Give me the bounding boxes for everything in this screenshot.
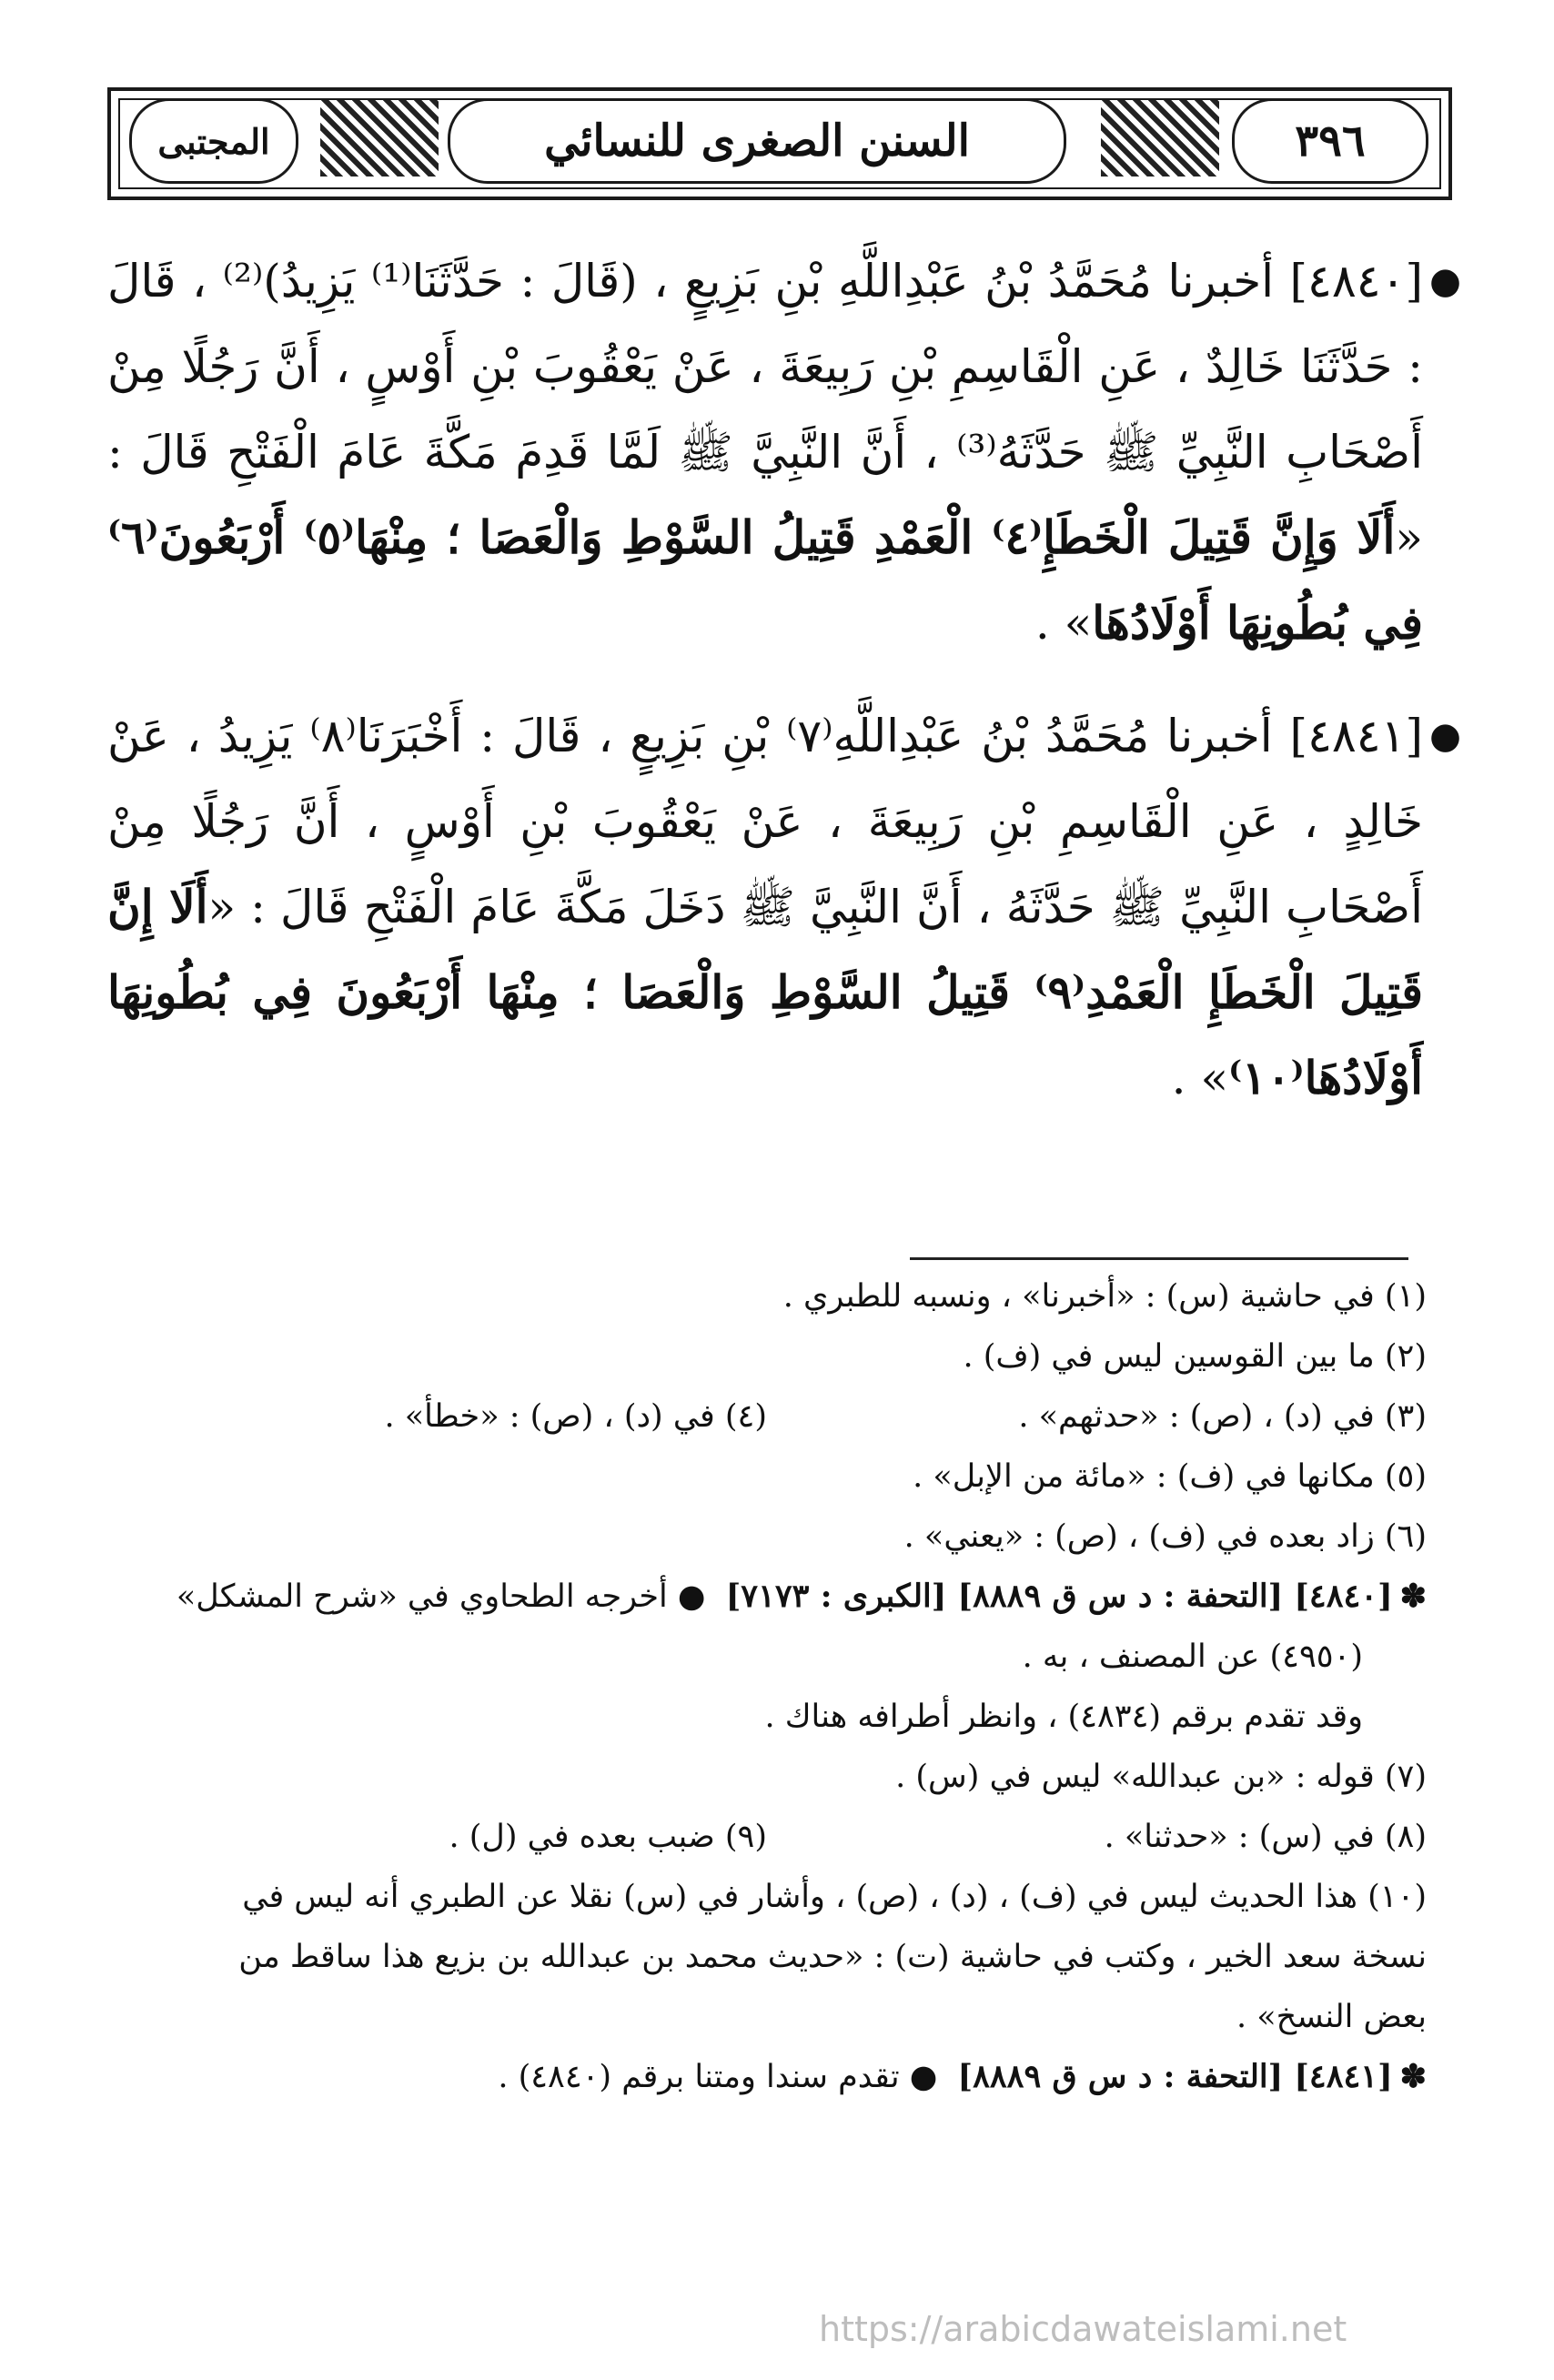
star-icon: ✽ [1399, 1578, 1427, 1615]
takhrij-4841: ✽ [٤٨٤١] [التحفة : د س ق ٨٨٨٩] ● تقدم سندا ومتنا برقم (٤٨٤٠) . [107, 2047, 1427, 2107]
ornament-left [320, 100, 439, 176]
footnote-3-4 [107, 1387, 1427, 1447]
footnote-10: (١٠) هذا الحديث ليس في (ف) ، (د) ، (ص) ، وأشار في (س) نقلا عن الطبري أنه ليس في [242, 1879, 1427, 1915]
footnote-10-end: بعض النسخ» . [1236, 1999, 1427, 2035]
hadith-4841 [107, 693, 1461, 1121]
footnote-10-cont: نسخة سعد الخير ، وكتب في حاشية (ت) : «حديث محمد بن عبدالله بن بزيع هذا ساقط من [238, 1939, 1427, 1975]
footnote-8: (٨) في (س) : «حدثنا» . [1104, 1819, 1427, 1855]
hadith-isnad: أخبرنا مُحَمَّدُ بْنُ عَبْدِاللَّهِ بْنِ بَزِيعٍ ، (قَالَ : حَدَّثَنَا⁽¹⁾ يَزِيدُ)⁽²⁾ ، قَالَ : حَدَّثَنَا خَالِدٌ ، عَنِ الْقَاسِمِ بْنِ رَبِيعَةَ ، عَنْ يَعْقُوبَ بْنِ أَوْسٍ ، أَنَّ رَجُلًا مِنْ أَصْحَابِ النَّبِيِّ ﷺ حَدَّثَهُ⁽³⁾ ، أَنَّ النَّبِيَّ ﷺ لَمَّا قَدِمَ مَكَّةَ عَامَ الْفَتْحِ قَالَ : « [107, 255, 1423, 564]
hadith-matn: أَلَا وَإِنَّ قَتِيلَ الْخَطَإِ⁽٤⁾ الْعَمْدِ قَتِيلُ السَّوْطِ وَالْعَصَا ؛ مِنْهَا⁽٥⁾ أَرْبَعُونَ⁽٦⁾ فِي بُطُونِهَا أَوْلَادُهَا [107, 510, 1423, 650]
hadith-number: [٤٨٤٠] [1289, 255, 1423, 308]
footnote-3: (٣) في (د) ، (ص) : «حدثهم» . [1018, 1398, 1427, 1435]
takhrij-4840: ✽ [٤٨٤٠] [التحفة : د س ق ٨٨٨٩] [الكبرى : ٧١٧٣] ● أخرجه الطحاوي في «شرح المشكل» [107, 1567, 1427, 1627]
takhrij-4840-ref: وقد تقدم برقم (٤٨٣٤) ، وانظر أطرافه هناك . [764, 1699, 1363, 1735]
book-badge: المجتبى [129, 98, 298, 184]
hadith-end: » . [1171, 1052, 1229, 1104]
footnote-9: (٩) ضبب بعده في (ل) . [449, 1819, 767, 1855]
page-number: ٣٩٦ [1232, 98, 1428, 184]
watermark-url: https://arabicdawateislami.net [819, 2309, 1347, 2349]
footnotes [107, 1266, 1427, 2107]
footnote-8-9 [107, 1807, 1427, 1867]
bullet-icon: ● [1429, 715, 1461, 757]
hadith-4840 [107, 238, 1461, 666]
hadith-end: » . [1034, 597, 1093, 650]
hadith-isnad: أخبرنا مُحَمَّدُ بْنُ عَبْدِاللَّهِ⁽٧⁾ بْنِ بَزِيعٍ ، قَالَ : أَخْبَرَنَا⁽٨⁾ يَزِيدُ ، عَنْ خَالِدٍ ، عَنِ الْقَاسِمِ بْنِ رَبِيعَةَ ، عَنْ يَعْقُوبَ بْنِ أَوْسٍ ، أَنَّ رَجُلًا مِنْ أَصْحَابِ النَّبِيِّ ﷺ حَدَّثَهُ ، أَنَّ النَّبِيَّ ﷺ دَخَلَ مَكَّةَ عَامَ الْفَتْحِ قَالَ : « [107, 710, 1423, 933]
main-text [107, 238, 1461, 1121]
ornament-right [1101, 100, 1219, 176]
hadith-number: [٤٨٤١] [1289, 710, 1423, 762]
footnote-divider [910, 1257, 1408, 1260]
star-icon: ✽ [1399, 2058, 1427, 2095]
footnote-7: (٧) قوله : «بن عبدالله» ليس في (س) . [895, 1759, 1427, 1795]
running-title: السنن الصغرى للنسائي [448, 98, 1066, 184]
hadith-matn: أَلَا إِنَّ قَتِيلَ الْخَطَإِ الْعَمْدِ⁽٩⁾ قَتِيلُ السَّوْطِ وَالْعَصَا ؛ مِنْهَا أَرْبَعُونَ فِي بُطُونِهَا أَوْلَادُهَا⁽١٠⁾ [107, 880, 1423, 1104]
footnote-2: (٢) ما بين القوسين ليس في (ف) . [963, 1338, 1427, 1375]
footnote-4: (٤) في (د) ، (ص) : «خطأ» . [384, 1398, 767, 1435]
page-header [107, 87, 1452, 200]
takhrij-4840-cont: (٤٩٥٠) عن المصنف ، به . [1022, 1639, 1363, 1675]
bullet-icon: ● [1429, 260, 1461, 302]
footnote-5: (٥) مكانها في (ف) : «مائة من الإبل» . [913, 1458, 1427, 1495]
footnote-6: (٦) زاد بعده في (ف) ، (ص) : «يعني» . [903, 1518, 1427, 1555]
footnote-1: (١) في حاشية (س) : «أخبرنا» ، ونسبه للطبري . [782, 1278, 1427, 1315]
